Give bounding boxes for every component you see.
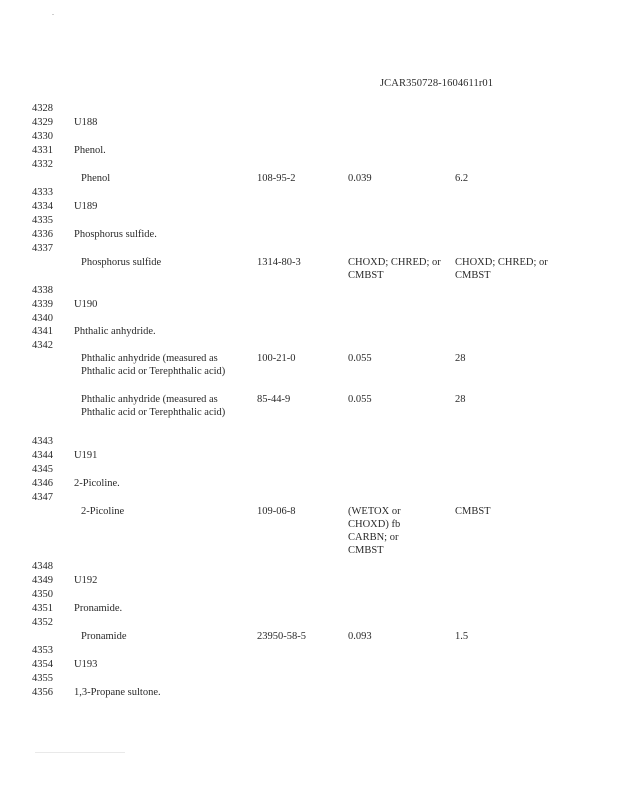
waste-name: Pronamide.	[74, 603, 123, 614]
line-number: 4345	[32, 464, 53, 475]
constituent-name: Phenol	[81, 173, 111, 184]
cas-number: 100-21-0	[257, 353, 296, 364]
line-number: 4344	[32, 450, 53, 461]
waste-code: U191	[74, 450, 98, 461]
cas-number: 23950-58-5	[257, 631, 306, 642]
constituent-name: Phthalic anhydride (measured as Phthalic acid or Terephthalic acid)	[81, 353, 226, 377]
constituent-name: Phthalic anhydride (measured as Phthalic acid or Terephthalic acid)	[81, 394, 226, 418]
line-number: 4331	[32, 145, 53, 156]
line-number: 4348	[32, 561, 53, 572]
line-number: 4332	[32, 159, 53, 170]
constituent-name: Phosphorus sulfide	[81, 257, 162, 268]
cas-number: 1314-80-3	[257, 257, 301, 268]
line-number: 4355	[32, 673, 53, 684]
line-number: 4340	[32, 313, 53, 324]
line-number: 4347	[32, 492, 53, 503]
waste-code: U190	[74, 299, 98, 310]
line-number: 4334	[32, 201, 53, 212]
nonwastewater-standard: CHOXD; CHRED; or CMBST	[455, 257, 548, 281]
line-number: 4335	[32, 215, 53, 226]
wastewater-standard: 0.039	[348, 173, 372, 184]
wastewater-standard: (WETOX or CHOXD) fb CARBN; or CMBST	[348, 506, 401, 556]
cas-number: 109-06-8	[257, 506, 296, 517]
waste-code: U193	[74, 659, 98, 670]
footer-rule	[35, 752, 125, 753]
waste-code: U189	[74, 201, 98, 212]
nonwastewater-standard: 6.2	[455, 173, 469, 184]
line-number: 4339	[32, 299, 53, 310]
line-number: 4354	[32, 659, 53, 670]
wastewater-standard: CHOXD; CHRED; or CMBST	[348, 257, 441, 281]
waste-name: 1,3-Propane sultone.	[74, 687, 161, 698]
constituent-name: Pronamide	[81, 631, 127, 642]
scan-speck	[52, 14, 54, 15]
line-number: 4330	[32, 131, 53, 142]
line-number: 4350	[32, 589, 53, 600]
line-number: 4351	[32, 603, 53, 614]
nonwastewater-standard: CMBST	[455, 506, 491, 517]
wastewater-standard: 0.055	[348, 353, 372, 364]
line-number: 4329	[32, 117, 53, 128]
nonwastewater-standard: 1.5	[455, 631, 469, 642]
waste-name: Phenol.	[74, 145, 106, 156]
line-number: 4337	[32, 243, 53, 254]
line-number: 4328	[32, 103, 53, 114]
waste-code: U192	[74, 575, 98, 586]
line-number: 4353	[32, 645, 53, 656]
wastewater-standard: 0.093	[348, 631, 372, 642]
line-number: 4342	[32, 340, 53, 351]
waste-name: Phosphorus sulfide.	[74, 229, 157, 240]
wastewater-standard: 0.055	[348, 394, 372, 405]
line-number: 4356	[32, 687, 53, 698]
line-number: 4352	[32, 617, 53, 628]
line-number: 4338	[32, 285, 53, 296]
line-number: 4341	[32, 326, 53, 337]
nonwastewater-standard: 28	[455, 353, 466, 364]
line-number: 4336	[32, 229, 53, 240]
waste-code: U188	[74, 117, 98, 128]
line-number: 4343	[32, 436, 53, 447]
line-number: 4333	[32, 187, 53, 198]
waste-name: 2-Picoline.	[74, 478, 120, 489]
constituent-name: 2-Picoline	[81, 506, 125, 517]
waste-name: Phthalic anhydride.	[74, 326, 156, 337]
line-number: 4346	[32, 478, 53, 489]
nonwastewater-standard: 28	[455, 394, 466, 405]
line-number: 4349	[32, 575, 53, 586]
cas-number: 85-44-9	[257, 394, 291, 405]
document-id: JCAR350728-1604611r01	[380, 78, 494, 89]
cas-number: 108-95-2	[257, 173, 296, 184]
